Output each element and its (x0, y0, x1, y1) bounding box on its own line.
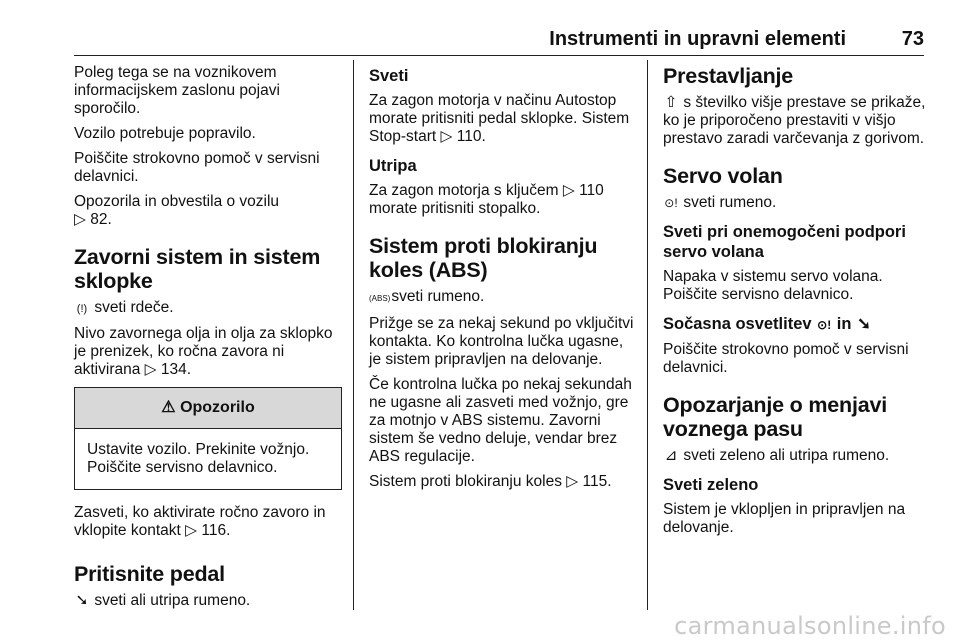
paragraph (369, 92, 635, 146)
paragraph (369, 473, 635, 491)
page-reference[interactable]: 110 (579, 182, 604, 199)
ref-arrow-icon: ▷ (562, 182, 575, 199)
lane-change-icon: ⊿ (664, 447, 678, 464)
pedal-icon: ➘ (857, 315, 871, 333)
page-reference[interactable]: 115. (582, 473, 612, 490)
paragraph (74, 504, 342, 540)
page-reference[interactable]: 82. (90, 211, 112, 228)
paragraph-text: Zasveti, ko aktivirate ročno zavoro in vklopite kontakt (74, 504, 326, 539)
ref-arrow-icon: ▷ (185, 522, 198, 539)
paragraph (663, 194, 931, 212)
ref-arrow-icon: ▷ (144, 361, 157, 378)
heading-simultaneous (663, 314, 931, 335)
paragraph (663, 94, 931, 148)
indicator-text: sveti ali utripa rumeno. (94, 592, 251, 609)
paragraph: Če kontrolna lučka po nekaj sekundah ne ugasne ali zasveti med vožnjo, gre za motnjo v ABS sistemu. Zavorni sistem še vedno deluje, vendar brez ABS regulacije. (369, 376, 632, 465)
warning-body: Ustavite vozilo. Prekinite vožnjo. Poiščite servisno delavnico. (87, 441, 310, 476)
paragraph: Prižge se za nekaj sekund po vključitvi kontakta. Ko kontrolna lučka ugasne, je sistem pripravljen na delovanje. (369, 315, 634, 368)
indicator-text: sveti zeleno ali utripa rumeno. (683, 447, 890, 464)
column-3 (663, 64, 931, 544)
warning-icon: ⚠ (161, 399, 176, 416)
paragraph-text: Nivo zavornega olja in olja za sklopko je prenizek, ko ročna zavora ni aktivirana (74, 325, 333, 378)
shift-up-icon: ⇧ (664, 94, 678, 111)
indicator-text: sveti rumeno. (391, 288, 485, 305)
warning-header (75, 388, 341, 429)
heading-text: Sočasna osvetlitev (663, 315, 812, 333)
heading-press-pedal: Pritisnite pedal (74, 562, 225, 586)
heading-gear-shift: Prestavljanje (663, 64, 794, 88)
paragraph (74, 193, 342, 229)
brake-warning-icon: (!) (76, 303, 88, 315)
heading-abs: Sistem proti blokiranju koles (ABS) (369, 234, 598, 282)
pedal-icon: ➘ (75, 592, 89, 609)
heading-lit-green: Sveti zeleno (663, 476, 759, 494)
ref-arrow-icon: ▷ (74, 211, 86, 228)
paragraph: Poiščite strokovno pomoč v servisni delavnici. (74, 150, 320, 185)
paragraph-text: Opozorila in obvestila o vozilu (74, 193, 280, 210)
ref-arrow-icon: ▷ (566, 473, 579, 490)
paragraph-text: morate pritisniti stopalko. (369, 200, 541, 217)
paragraph (369, 288, 635, 308)
heading-lit: Sveti (369, 67, 409, 85)
watermark: carmanualsonline.info (674, 612, 946, 640)
column-divider (353, 60, 354, 610)
column-divider (647, 60, 648, 610)
paragraph: Sistem je vklopljen in pripravljen na delovanje. (663, 501, 906, 536)
heading-text: in (836, 315, 852, 333)
paragraph-text: s številko višje prestave se prikaže, ko je priporočeno prestaviti v višjo prestavo zaradi varčevanja z gorivom. (663, 94, 926, 147)
indicator-text: sveti rdeče. (94, 299, 174, 316)
abs-icon: (ABS) (369, 294, 391, 303)
indicator-text: sveti rumeno. (683, 194, 777, 211)
heading-steering-disabled: Sveti pri onemogočeni podpori servo volana (663, 223, 906, 261)
warning-title: Opozorilo (180, 399, 255, 416)
page-number: 73 (901, 28, 924, 50)
page-reference[interactable]: 134. (160, 361, 192, 378)
paragraph: Poiščite strokovno pomoč v servisni delavnici. (663, 341, 909, 376)
ref-arrow-icon: ▷ (440, 128, 453, 145)
paragraph (74, 592, 342, 610)
page-reference[interactable]: 116. (201, 522, 231, 539)
page-reference[interactable]: 110. (456, 128, 486, 145)
heading-lane-change: Opozarjanje o menjavi voznega pasu (663, 393, 888, 441)
paragraph: Vozilo potrebuje popravilo. (74, 125, 256, 142)
page-header (0, 26, 960, 56)
paragraph: Poleg tega se na voznikovem informacijskem zaslonu pojavi sporočilo. (74, 64, 280, 117)
steering-warning-icon: ⊙! (664, 196, 678, 210)
warning-box (74, 387, 342, 490)
paragraph-text: Sistem proti blokiranju koles (369, 473, 562, 490)
paragraph-text: Za zagon motorja v načinu Autostop morate pritisniti pedal sklopke. Sistem Stop-start (369, 92, 630, 145)
paragraph (74, 299, 342, 318)
column-2 (369, 64, 635, 498)
section-title: Instrumenti in upravni elementi (549, 28, 846, 50)
paragraph (74, 325, 342, 379)
paragraph-text: Za zagon motorja s ključem (369, 182, 559, 199)
steering-warning-icon: ⊙! (817, 318, 832, 332)
heading-brake-system: Zavorni sistem in sistem sklopke (74, 245, 321, 293)
header-rule (74, 55, 924, 56)
paragraph (663, 447, 931, 465)
heading-power-steering: Servo volan (663, 164, 783, 188)
paragraph: Napaka v sistemu servo volana. Poiščite servisno delavnico. (663, 268, 883, 303)
heading-flashing: Utripa (369, 157, 417, 175)
paragraph (369, 182, 635, 218)
column-1 (74, 64, 342, 617)
